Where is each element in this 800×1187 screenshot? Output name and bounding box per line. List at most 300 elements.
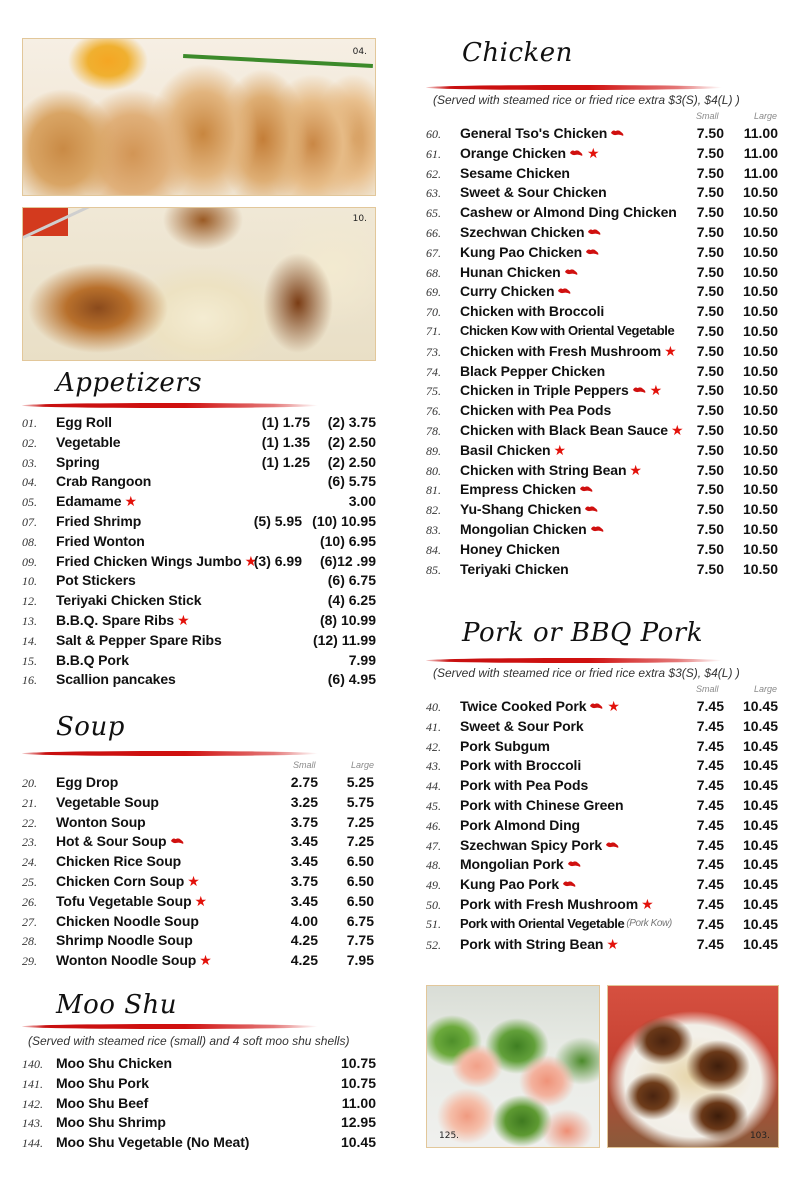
large-size-label: Large [351,760,375,770]
price-small: 7.45 [696,796,724,813]
item-name: Sweet & Sour Pork [460,717,584,734]
price-large: 6.50 [346,853,374,870]
pepper-icon [632,386,647,394]
price: 10.75 [340,1074,376,1091]
item-number: 85. [426,562,441,577]
price-large: 10.50 [742,263,778,280]
chicken-title: Chicken [462,38,573,68]
section-divider [22,751,318,756]
chicken-list [426,125,778,580]
price-qty-2: (10) 6.95 [319,532,376,549]
menu-item [426,561,778,581]
menu-item [426,797,778,817]
menu-item [22,1114,376,1134]
item-number: 82. [426,503,441,518]
price-small: 4.00 [290,912,318,929]
price-large: 10.50 [742,461,778,478]
item-number: 84. [426,542,441,557]
appetizers-list [22,414,376,691]
price-large: 10.50 [742,322,778,339]
price-qty-2: (6)12 .99 [319,552,376,569]
menu-item [426,224,778,244]
price-small: 3.45 [290,892,318,909]
item-number: 24. [22,855,37,870]
price: 12.95 [340,1114,376,1131]
price-qty-1: (1) 1.75 [261,414,310,430]
menu-item [22,893,376,913]
menu-item [22,932,376,952]
item-name [56,833,185,849]
menu-item [426,916,778,936]
price-large: 7.95 [346,952,374,969]
menu-item [426,521,778,541]
menu-item [426,896,778,916]
menu-item [22,1075,376,1095]
item-name-text: Mongolian Pork [460,856,564,873]
price-small: 7.45 [696,737,724,754]
price-large: 11.00 [743,125,778,141]
item-name [56,873,200,889]
photo-number: 10. [352,214,367,224]
star-icon: ★ [244,552,258,569]
item-name [56,493,137,509]
star-icon: ★ [199,952,212,969]
item-name [460,264,579,280]
item-name: B.B.Q Pork [56,651,129,668]
star-icon: ★ [194,892,207,909]
menu-item [426,718,778,738]
item-name [460,698,620,714]
item-number: 141. [22,1076,43,1091]
price-large: 10.50 [742,421,778,438]
item-number: 29. [22,954,37,969]
item-name: Moo Shu Vegetable (No Meat) [56,1134,250,1151]
menu-item [22,434,376,454]
price-small: 7.50 [696,501,724,518]
item-number: 23. [22,835,37,850]
price-large: 10.50 [742,481,778,498]
price-qty-2: (2) 2.50 [327,453,376,470]
item-name [460,382,662,398]
price-large: 10.45 [742,777,778,794]
item-name: Sesame Chicken [460,164,570,181]
item-number: 144. [22,1136,43,1151]
pork-title: Pork or BBQ Pork [462,618,703,648]
price-large: 10.45 [742,856,778,873]
item-number: 04. [22,475,37,490]
price-qty-1: (3) 6.99 [253,552,302,569]
item-number: 20. [22,776,37,790]
small-size-label: Small [293,760,316,770]
price-small: 7.50 [696,481,724,498]
price-small: 7.45 [696,698,724,714]
item-number: 43. [426,759,441,774]
star-icon: ★ [629,461,642,478]
soup-title: Soup [56,712,125,742]
section-divider [22,1024,318,1029]
price-large: 6.75 [346,912,374,929]
item-name-text: Chicken Corn Soup [56,872,185,889]
item-name [460,837,620,853]
item-name-text: Empress Chicken [460,481,576,498]
price: 3.00 [348,493,376,510]
star-icon: ★ [607,698,620,714]
pepper-icon [589,702,604,710]
item-number: 02. [22,435,37,450]
item-alias: (Pork Kow) [626,917,672,929]
price-large: 10.45 [742,915,778,932]
item-name: Wonton Soup [56,813,146,830]
pepper-icon [584,505,599,513]
pot-stickers-photo [22,207,376,361]
item-number: 140. [22,1057,43,1071]
price-small: 7.45 [696,757,724,774]
price-large: 10.45 [742,895,778,912]
menu-item [22,553,376,573]
menu-item [22,952,376,972]
item-number: 47. [426,838,441,853]
price-small: 7.50 [696,421,724,438]
menu-item [426,184,778,204]
price-qty-1: (1) 1.35 [261,433,310,450]
pepper-icon [610,129,625,137]
item-number: 13. [22,613,37,628]
price-qty-2: (2) 3.75 [327,414,376,430]
small-size-label: Small [696,684,719,694]
soup-list [22,774,376,972]
menu-item [22,572,376,592]
price-large: 10.45 [742,876,778,893]
moo-shu-list [22,1055,376,1154]
price-large: 10.50 [742,540,778,557]
price-small: 7.45 [696,856,724,873]
item-name [460,856,582,872]
price-small: 7.50 [696,164,724,181]
pepper-icon [567,860,582,868]
item-name: Moo Shu Shrimp [56,1114,166,1131]
appetizers-title: Appetizers [56,368,203,398]
chicken-note: (Served with steamed rice or fried rice extra $3(S), $4(L) ) [433,93,740,107]
item-name-text: Twice Cooked Pork [460,698,587,714]
item-number: 26. [22,894,37,909]
section-divider [22,403,318,408]
item-name [56,612,190,628]
pork-list [426,698,778,955]
menu-item [22,913,376,933]
item-name-text: Curry Chicken [460,283,555,300]
menu-item [426,698,778,718]
menu-item [22,671,376,691]
price-qty-2: (10) 10.95 [312,512,376,529]
item-number: 68. [426,265,441,280]
item-name [56,952,212,968]
price-small: 7.45 [696,876,724,893]
photo-number: 103. [749,1131,770,1141]
item-number: 48. [426,858,441,873]
menu-item [22,454,376,474]
star-icon: ★ [177,611,190,628]
menu-item [22,1134,376,1154]
menu-item [22,493,376,513]
menu-item [426,876,778,896]
item-name-text: Chicken in Triple Peppers [460,382,629,399]
price-qty-1: (5) 5.95 [253,512,302,529]
price-large: 10.50 [742,560,778,577]
item-name [460,916,672,931]
item-number: 70. [426,305,441,320]
item-name-text: Kung Pao Pork [460,876,560,893]
item-name: Chicken with Pea Pods [460,402,612,419]
item-name-text: Kung Pao Chicken [460,243,583,260]
menu-item [22,414,376,434]
pepper-icon [605,841,620,849]
item-name-text: Tofu Vegetable Soup [56,892,192,909]
item-number: 67. [426,245,441,260]
item-number: 69. [426,285,441,300]
price-qty-2: (4) 6.25 [327,592,376,609]
price-large: 10.45 [742,796,778,813]
item-name [460,462,642,478]
menu-item [426,343,778,363]
item-number: 62. [426,166,441,181]
price-small: 7.50 [696,243,724,260]
menu-item [426,125,778,145]
large-size-label: Large [754,684,778,694]
photo-number: 04. [352,47,367,57]
item-name: Chicken with Broccoli [460,303,605,320]
item-number: 09. [22,554,37,569]
item-name [460,521,605,537]
menu-item [426,501,778,521]
item-number: 74. [426,364,441,379]
price-qty-2: (6) 4.95 [327,671,376,688]
price-large: 10.50 [742,342,778,359]
price-large: 10.45 [742,935,778,952]
price-small: 3.45 [290,853,318,870]
price-small: 7.50 [696,322,724,339]
price-large: 10.50 [742,520,778,537]
price-small: 7.50 [696,125,724,141]
item-number: 51. [426,916,441,931]
price-small: 7.50 [696,382,724,399]
menu-item [426,283,778,303]
item-number: 61. [426,146,441,161]
price-large: 10.50 [742,501,778,518]
item-name: Moo Shu Pork [56,1074,149,1091]
price-large: 10.50 [742,283,778,300]
pepper-icon [564,268,579,276]
item-number: 28. [22,934,37,949]
item-name [460,876,577,892]
menu-item [22,1095,376,1115]
menu-item [426,264,778,284]
item-name: Teriyaki Chicken Stick [56,592,202,609]
item-name: Cashew or Almond Ding Chicken [460,204,677,221]
item-number: 65. [426,206,441,221]
price-small: 7.50 [696,263,724,280]
price-large: 10.45 [742,816,778,833]
item-number: 76. [426,404,441,419]
item-name: Scallion pancakes [56,671,176,688]
item-name: Salt & Pepper Spare Ribs [56,631,222,648]
price-small: 7.50 [696,441,724,458]
price-small: 7.50 [696,303,724,320]
item-name: Pork with Broccoli [460,757,582,774]
menu-item [22,774,376,794]
price-small: 7.50 [696,520,724,537]
price-small: 7.50 [696,144,724,161]
item-name-text: Pork with Oriental Vegetable [460,915,625,931]
item-number: 50. [426,897,441,912]
star-icon: ★ [641,895,654,912]
item-number: 71. [426,323,441,338]
item-name [56,553,257,569]
moo-shu-note: (Served with steamed rice (small) and 4 soft moo shu shells) [28,1034,350,1048]
price-qty-2: (2) 2.50 [327,433,376,450]
item-name: Moo Shu Beef [56,1094,149,1111]
menu-item [426,837,778,857]
item-name-text: Fried Chicken Wings Jumbo [56,552,242,569]
menu-item [22,592,376,612]
item-name-text: Basil Chicken [460,441,551,458]
menu-item [426,165,778,185]
price-qty-1: (1) 1.25 [261,453,310,470]
item-name: Vegetable [56,433,121,450]
price-large: 7.25 [346,813,374,830]
price: 11.00 [341,1094,376,1111]
item-name-text: Hot & Sour Soup [56,833,167,850]
item-name: Pork with Chinese Green [460,796,624,813]
small-size-label: Small [696,111,719,121]
menu-item [22,473,376,493]
price-qty-2: (6) 6.75 [327,572,376,589]
price-large: 11.00 [743,164,778,181]
star-icon: ★ [670,421,684,438]
item-name [460,501,599,517]
item-name: Teriyaki Chicken [460,560,569,577]
price-small: 7.50 [696,184,724,201]
item-number: 75. [426,384,441,399]
menu-item [22,853,376,873]
item-number: 25. [22,874,37,889]
item-name [460,442,566,458]
menu-item [22,652,376,672]
menu-item [22,513,376,533]
item-name-text: Chicken with String Bean [460,461,627,478]
item-name: Pork Almond Ding [460,816,580,833]
item-name [460,343,677,359]
pepper-icon [590,525,605,533]
menu-item [426,402,778,422]
item-number: 01. [22,416,37,430]
item-number: 27. [22,914,37,929]
menu-item [426,738,778,758]
menu-item [426,303,778,323]
item-name: Chicken Noodle Soup [56,912,199,929]
menu-item [426,204,778,224]
menu-item [426,481,778,501]
price-small: 7.45 [696,717,724,734]
price-large: 10.50 [742,382,778,399]
menu-item [426,382,778,402]
star-icon: ★ [124,493,137,510]
price-small: 7.45 [696,777,724,794]
item-name-text: Pork with Fresh Mushroom [460,895,639,912]
item-name: Chicken Kow with Oriental Vegetable [460,322,675,338]
item-number: 46. [426,818,441,833]
item-name: Fried Wonton [56,532,145,549]
menu-item [22,533,376,553]
star-icon: ★ [664,342,677,359]
item-number: 14. [22,633,37,648]
menu-item [426,145,778,165]
price-small: 7.50 [696,402,724,419]
menu-item [426,541,778,561]
price-large: 5.25 [346,774,374,790]
price-small: 4.25 [290,952,318,969]
price-large: 10.50 [742,204,778,221]
item-name-text: Edamame [56,493,122,510]
star-icon: ★ [649,382,663,399]
item-number: 80. [426,463,441,478]
price-large: 10.50 [742,223,778,240]
item-name [460,422,683,438]
item-number: 73. [426,344,441,359]
price-small: 7.50 [696,362,724,379]
price-large: 10.50 [742,303,778,320]
item-number: 12. [22,594,37,609]
item-name: Spring [56,453,100,470]
item-name-text: Yu-Shang Chicken [460,501,582,518]
item-number: 21. [22,795,37,810]
price-small: 7.50 [696,540,724,557]
item-number: 52. [426,937,441,952]
item-number: 83. [426,522,441,537]
item-name: Chicken Rice Soup [56,853,182,870]
menu-item [22,632,376,652]
menu-item [426,442,778,462]
item-name-text: General Tso's Chicken [460,125,608,141]
item-number: 89. [426,443,441,458]
star-icon: ★ [586,144,600,161]
item-number: 45. [426,798,441,813]
beef-onion-photo [607,985,779,1148]
price-small: 7.50 [696,223,724,240]
item-number: 08. [22,534,37,549]
item-number: 42. [426,739,441,754]
price-small: 2.75 [290,774,318,790]
price-small: 7.50 [696,342,724,359]
price-large: 10.50 [742,362,778,379]
menu-item [22,873,376,893]
large-size-label: Large [754,111,778,121]
item-number: 22. [22,815,37,830]
item-name: Sweet & Sour Chicken [460,184,607,201]
item-number: 16. [22,673,37,688]
star-icon: ★ [187,872,200,889]
moo-shu-title: Moo Shu [56,990,177,1020]
item-number: 40. [426,700,441,714]
price-small: 4.25 [290,932,318,949]
item-name [460,145,599,161]
crab-rangoon-photo [22,38,376,196]
price-small: 3.75 [290,813,318,830]
price-large: 10.45 [742,757,778,774]
pepper-icon [562,880,577,888]
item-name-text: Hunan Chicken [460,263,561,280]
menu-item [22,794,376,814]
item-name-text: Szechwan Spicy Pork [460,836,603,853]
